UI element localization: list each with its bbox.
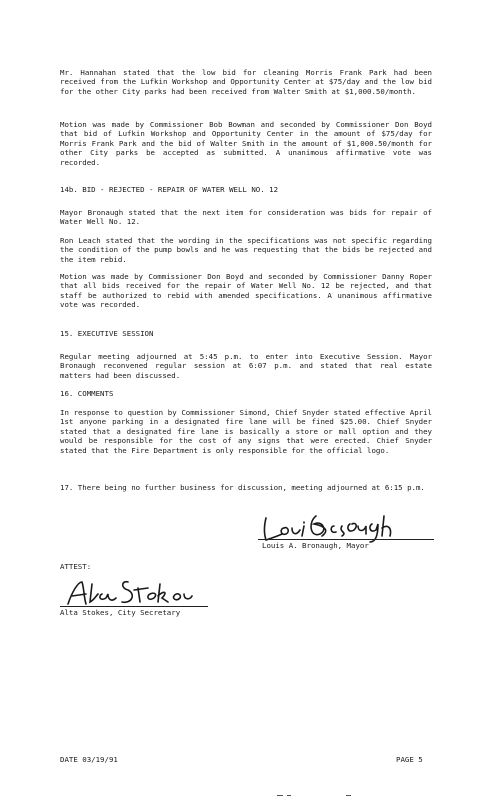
secretary-signature-line <box>60 606 208 607</box>
scan-speck <box>277 795 283 796</box>
scan-speck <box>346 795 351 796</box>
mayor-caption: Louis A. Bronaugh, Mayor <box>262 541 369 550</box>
attest-label: ATTEST: <box>60 562 92 571</box>
paragraph-fire-lane-comments: In response to question by Commissioner Simond, Chief Snyder stated effective April 1st anyone parking in a designated fire lane will be fined $25.00. Chief Snyder stated that a designated fire lane is basically a store or mall option and they would be responsible for the cost of any signs that were erected. Chief Snyder stated that the Fire Department is only responsible for the official logo. <box>60 408 432 455</box>
heading-item-14b: 14b. BID - REJECTED - REPAIR OF WATER WELL NO. 12 <box>60 185 279 194</box>
paragraph-bid-report: Mr. Hannahan stated that the low bid for cleaning Morris Frank Park had been received from the Lufkin Workshop and Opportunity Center at $75/day and the low bid for the other City parks had been received from Walter Smith at $1,000.50/month. <box>60 68 432 96</box>
paragraph-well-item-intro: Mayor Bronaugh stated that the next item for consideration was bids for repair of Water Well No. 12. <box>60 208 432 227</box>
paragraph-motion-reject-bids: Motion was made by Commissioner Don Boyd and seconded by Commissioner Danny Roper that all bids received for the repair of Water Well No. 12 be rejected, and that staff be authorized to rebid with amended specifications. A unanimous affirmative vote was recorded. <box>60 272 432 310</box>
footer-page-number: PAGE 5 <box>396 755 423 764</box>
paragraph-adjournment: 17. There being no further business for discussion, meeting adjourned at 6:15 p.m. <box>60 483 425 492</box>
paragraph-executive-session: Regular meeting adjourned at 5:45 p.m. to enter into Executive Session. Mayor Bronaugh reconvened regular session at 6:07 p.m. and stated that real estate matters had been discussed. <box>60 352 432 380</box>
secretary-caption: Alta Stokes, City Secretary <box>60 608 181 617</box>
heading-executive-session: 15. EXECUTIVE SESSION <box>60 329 154 338</box>
paragraph-motion-park-bids: Motion was made by Commissioner Bob Bowman and seconded by Commissioner Don Boyd that bid of Lufkin Workshop and Opportunity Center in the amount of $75/day for Morris Frank Park and the bid of Walter Smith in the amount of $1,000.50/month for other City parks be accepted as submitted. A unanimous affirmative vote was recorded. <box>60 120 432 167</box>
mayor-signature-line <box>258 539 434 540</box>
paragraph-leach-statement: Ron Leach stated that the wording in the specifications was not specific regarding the condition of the pump bowls and he was requesting that the bids be rejected and the item rebid. <box>60 236 432 264</box>
scan-speck <box>287 795 291 796</box>
heading-comments: 16. COMMENTS <box>60 389 114 398</box>
footer-date: DATE 03/19/91 <box>60 755 118 764</box>
